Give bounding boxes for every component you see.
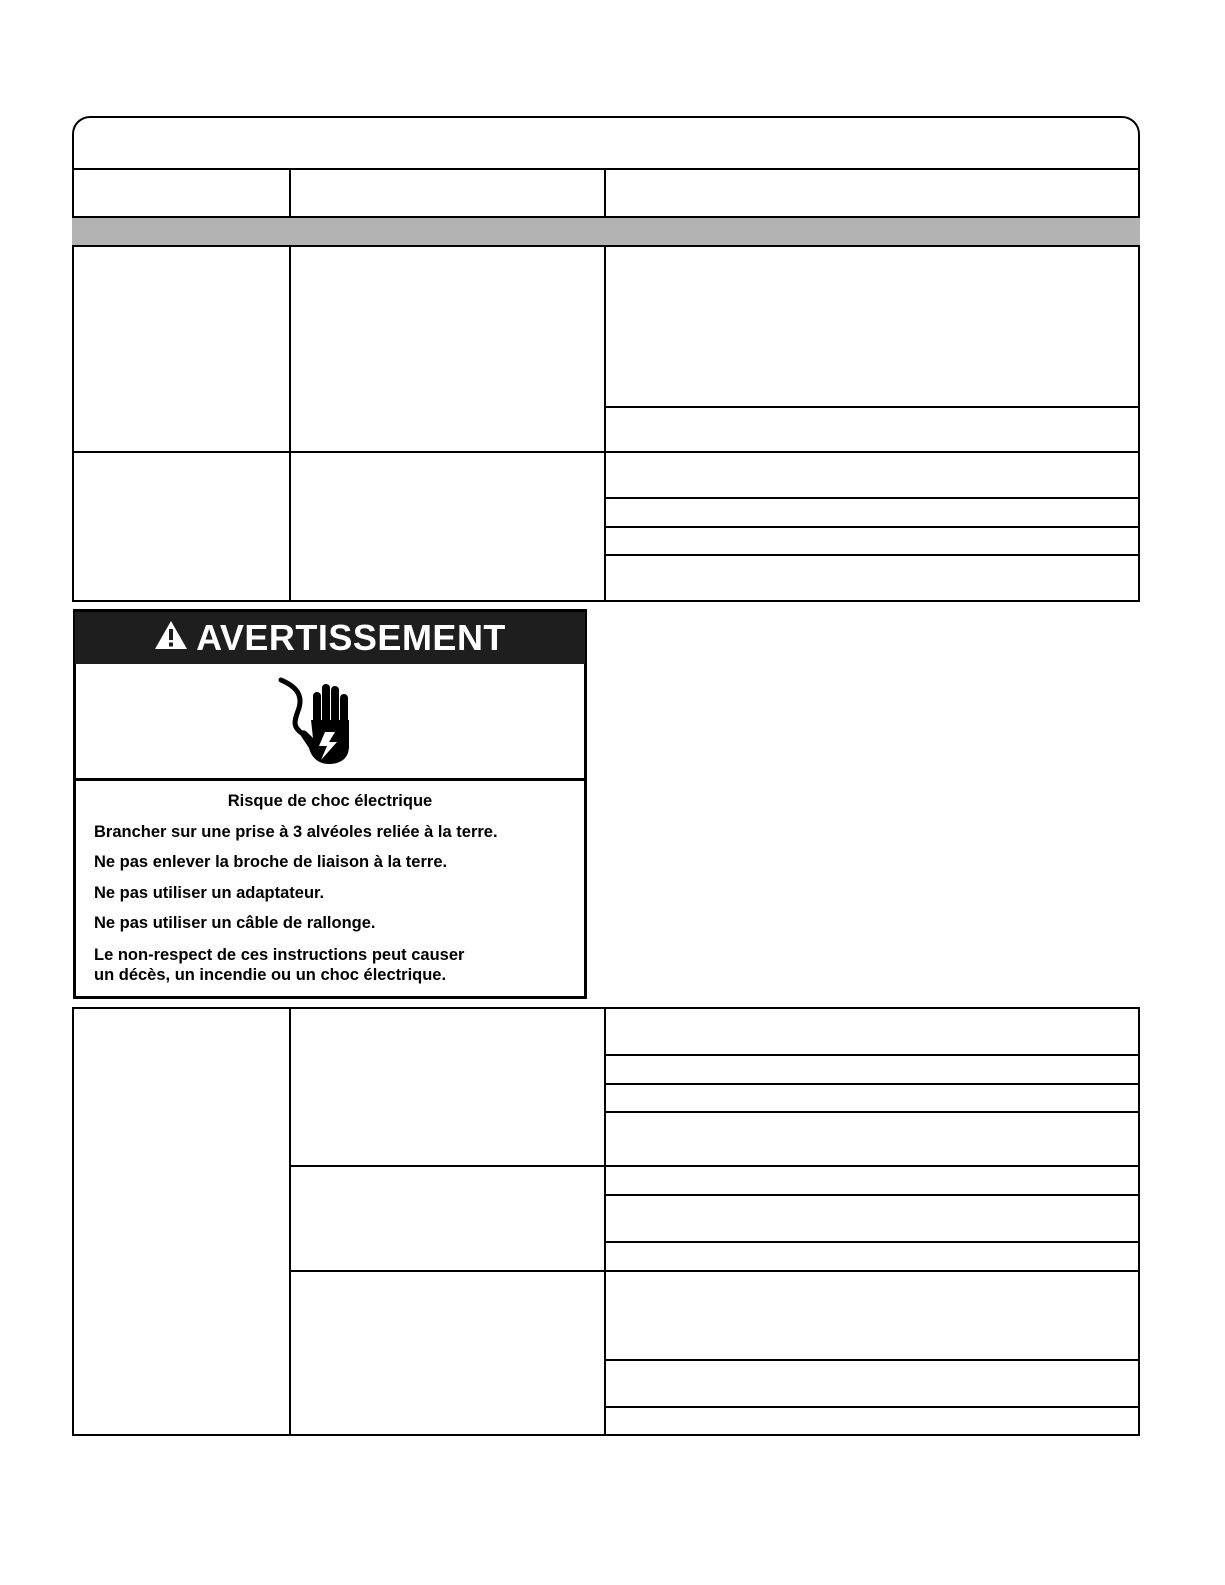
electric-shock-hand-icon	[273, 676, 363, 768]
warning-triangle-icon	[154, 617, 188, 659]
table-title-bar	[72, 116, 1140, 170]
warning-consequence: Le non-respect de ces instructions peut causer	[94, 946, 465, 964]
warning-line: Ne pas utiliser un câble de rallonge.	[94, 914, 376, 932]
warning-line: Ne pas utiliser un adaptateur.	[94, 884, 325, 902]
warning-consequence: un décès, un incendie ou un choc électrique.	[94, 966, 447, 984]
section-band	[72, 216, 1140, 247]
warning-line: Ne pas enlever la broche de liaison à la terre.	[94, 853, 448, 871]
warning-subtitle: Risque de choc électrique	[227, 792, 433, 810]
warning-line: Brancher sur une prise à 3 alvéoles reliée à la terre.	[94, 823, 498, 841]
warning-header	[75, 612, 585, 664]
warning-pictogram-panel	[75, 664, 585, 781]
warning-title: AVERTISSEMENT	[196, 617, 506, 658]
